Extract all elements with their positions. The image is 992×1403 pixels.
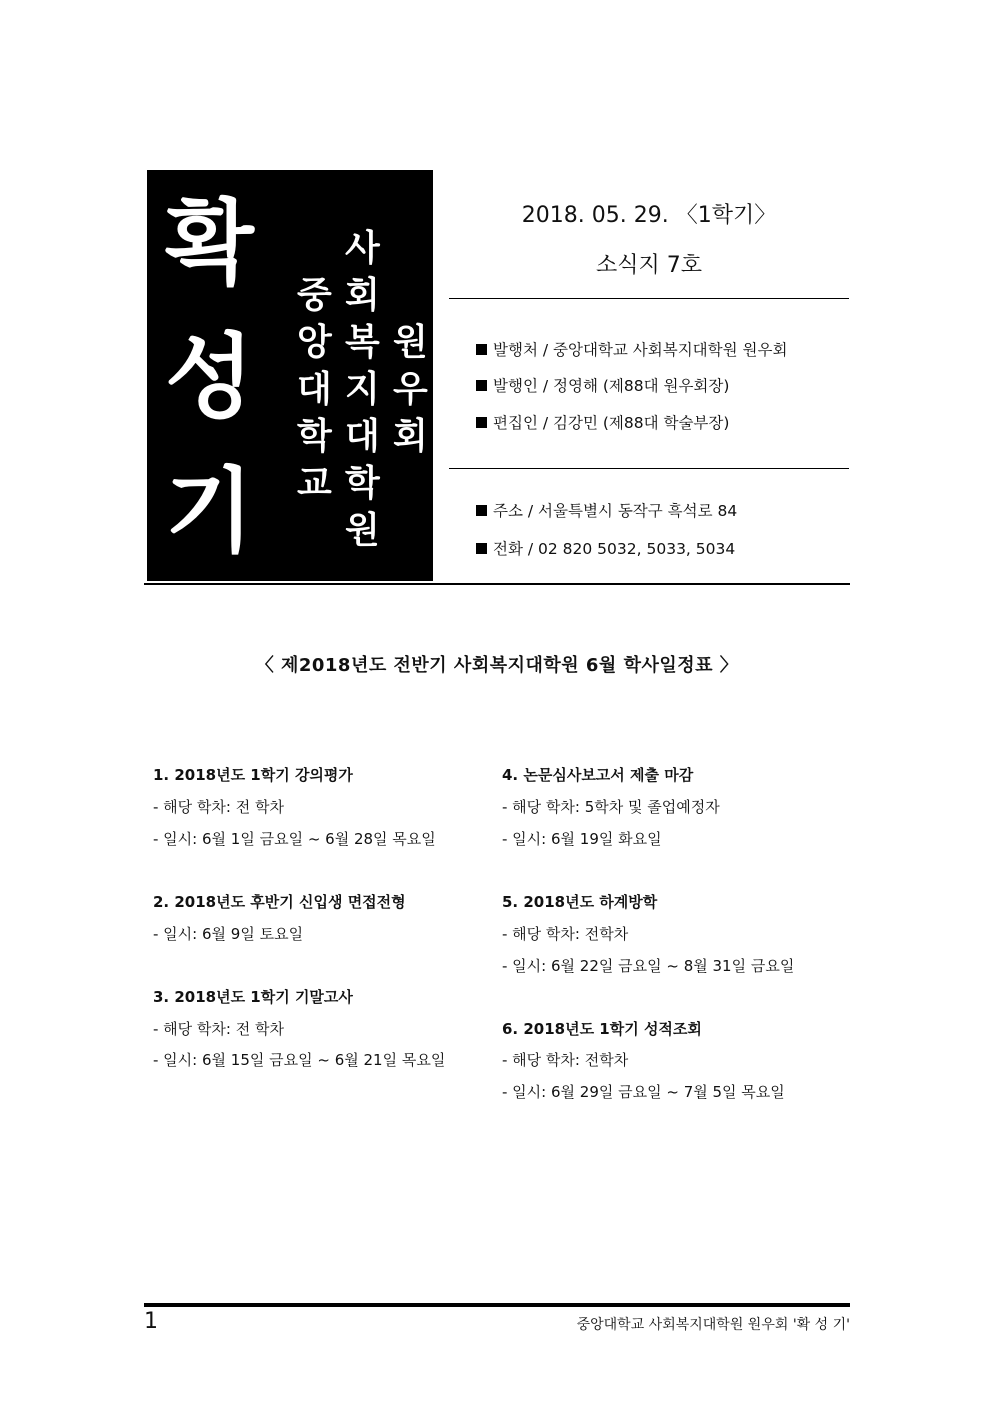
schedule-item-4-title: 4. 논문심사보고서 제출 마감 bbox=[502, 766, 694, 784]
header-divider bbox=[144, 583, 850, 585]
logo-column-university: 중 앙 대 학 교 bbox=[297, 275, 332, 504]
schedule-item-2-title: 2. 2018년도 후반기 신입생 면접전형 bbox=[153, 893, 406, 911]
logo-column-student-council: 원 우 회 bbox=[393, 322, 428, 457]
divider bbox=[449, 298, 849, 299]
schedule-item-1-title: 1. 2018년도 1학기 강의평가 bbox=[153, 766, 353, 784]
schedule-item-2-line: - 일시: 6월 9일 토요일 bbox=[153, 925, 304, 943]
section-title: 〈 제2018년도 전반기 사회복지대학원 6월 학사일정표 〉 bbox=[255, 655, 739, 676]
logo-char-3: 기 bbox=[165, 458, 254, 565]
logo-char-1: 확 bbox=[165, 190, 254, 297]
issue-number: 소식지 7호 bbox=[596, 253, 702, 278]
newsletter-logo bbox=[147, 170, 433, 581]
schedule-item-3-title: 3. 2018년도 1학기 기말고사 bbox=[153, 988, 353, 1006]
schedule-item-6-line: - 해당 학차: 전학차 bbox=[502, 1051, 629, 1069]
bullet-square-icon bbox=[476, 505, 487, 516]
page-number: 1 bbox=[144, 1309, 158, 1334]
schedule-item-4-line: - 해당 학차: 5학차 및 졸업예정자 bbox=[502, 798, 720, 816]
bullet-square-icon bbox=[476, 417, 487, 428]
bullet-square-icon bbox=[476, 543, 487, 554]
bullet-square-icon bbox=[476, 344, 487, 355]
schedule-item-5-line: - 일시: 6월 22일 금요일 ~ 8월 31일 금요일 bbox=[502, 957, 795, 975]
editor-line: 편집인 / 김강민 (제88대 학술부장) bbox=[476, 411, 729, 433]
schedule-item-1-line: - 일시: 6월 1일 금요일 ~ 6월 28일 목요일 bbox=[153, 830, 436, 848]
logo-char-2: 성 bbox=[165, 324, 254, 431]
publisher-line: 발행처 / 중앙대학교 사회복지대학원 원우회 bbox=[476, 338, 787, 360]
divider bbox=[449, 468, 849, 469]
schedule-item-3-line: - 해당 학차: 전 학차 bbox=[153, 1020, 284, 1038]
schedule-item-5-title: 5. 2018년도 하계방학 bbox=[502, 893, 658, 911]
phone-line: 전화 / 02 820 5032, 5033, 5034 bbox=[476, 537, 735, 559]
schedule-item-5-line: - 해당 학차: 전학차 bbox=[502, 925, 629, 943]
footer-divider bbox=[144, 1303, 850, 1307]
bullet-square-icon bbox=[476, 380, 487, 391]
schedule-item-3-line: - 일시: 6월 15일 금요일 ~ 6월 21일 목요일 bbox=[153, 1051, 446, 1069]
logo-column-graduate-school: 사 회 복 지 대 학 원 bbox=[345, 228, 380, 551]
issuer-line: 발행인 / 정영해 (제88대 원우회장) bbox=[476, 374, 729, 396]
schedule-item-1-line: - 해당 학차: 전 학차 bbox=[153, 798, 284, 816]
schedule-item-6-line: - 일시: 6월 29일 금요일 ~ 7월 5일 목요일 bbox=[502, 1083, 785, 1101]
footer-text: 중앙대학교 사회복지대학원 원우회 '확 성 기' bbox=[576, 1317, 850, 1333]
schedule-item-6-title: 6. 2018년도 1학기 성적조회 bbox=[502, 1020, 702, 1038]
address-line: 주소 / 서울특별시 동작구 흑석로 84 bbox=[476, 499, 737, 521]
issue-date: 2018. 05. 29. 〈1학기〉 bbox=[521, 203, 777, 228]
schedule-item-4-line: - 일시: 6월 19일 화요일 bbox=[502, 830, 662, 848]
